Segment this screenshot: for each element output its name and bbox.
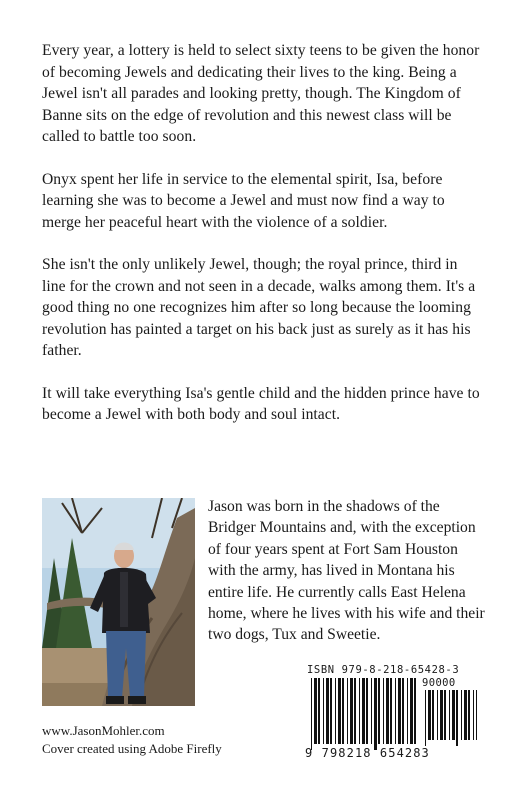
price-code: 90000 (422, 677, 456, 689)
barcode-bar (359, 678, 360, 744)
ean-barcode-bars (311, 678, 419, 750)
barcode-bar (407, 678, 408, 744)
barcode-bar (395, 678, 396, 744)
barcode-bar (378, 678, 380, 744)
barcode-bar (432, 690, 434, 740)
blurb-paragraph: Onyx spent her life in service to the elemental spirit, Isa, before learning she was to become a Jewel and must now find a way to merge her peaceful heart with the violence of a soldier. (42, 170, 445, 231)
author-photo (42, 498, 195, 706)
barcode-bar (440, 690, 443, 740)
barcode-bar (428, 690, 431, 740)
barcode-bar (444, 690, 446, 740)
barcode-bar (461, 690, 462, 740)
barcode-bar (425, 690, 426, 746)
barcode-bar (311, 678, 312, 750)
cover-footer (42, 722, 222, 758)
barcode-bar (468, 690, 470, 740)
blurb-paragraph: Every year, a lottery is held to select sixty teens to be given the honor of becoming Jewels and dedicating their lives to the king. Being a Jewel isn't all parades and looking pretty, though. The Kingdom of Banne sits on the edge of revolution and this newest class will be called to battle too soon. (42, 42, 480, 145)
author-bio: Jason was born in the shadows of the Bridger Mountains and, with the exception of four years spent at Fort Sam Houston with the army, has lived in Montana his entire life. He currently calls East Helena home, where he lives with his wife and their two dogs, Tux and Sweetie. (208, 498, 485, 644)
barcode-bar (350, 678, 353, 744)
barcode-bar (326, 678, 329, 744)
ean-digits: 9 798218 654283 (305, 746, 430, 760)
barcode-bar (414, 678, 416, 744)
barcode-bar (335, 678, 336, 744)
cover-credit: Cover created using Adobe Firefly (42, 741, 222, 756)
barcode-bar (314, 678, 317, 744)
barcode-bar (390, 678, 392, 744)
barcode-bar (338, 678, 341, 744)
barcode-bar (476, 690, 477, 740)
barcode-bar (347, 678, 348, 744)
barcode-bar (452, 690, 455, 740)
barcode-bar (437, 690, 438, 740)
barcode-bar (318, 678, 320, 744)
blurb-paragraph: It will take everything Isa's gentle child and the hidden prince have to become a Jewel with both body and soul intact. (42, 384, 480, 423)
isbn-barcode (305, 664, 483, 776)
back-cover-blurb (42, 40, 482, 447)
barcode-bar (374, 678, 377, 750)
barcode-bar (386, 678, 389, 744)
blurb-paragraph: She isn't the only unlikely Jewel, though; the royal prince, third in line for the crown and not seen in a decade, walks among them. It's a good thing no one recognizes him after so long because the looming revolution has painted a target on his back just as surely as it has his father. (42, 256, 476, 359)
barcode-bar (383, 678, 384, 744)
barcode-bar (330, 678, 332, 744)
addon-barcode-bars (425, 690, 477, 750)
author-website: www.JasonMohler.com (42, 723, 165, 738)
barcode-bar (456, 690, 458, 746)
barcode-bar (449, 690, 450, 740)
barcode-bar (402, 678, 404, 744)
barcode-bar (354, 678, 356, 744)
barcode-bar (323, 678, 324, 744)
barcode-bar (410, 678, 413, 744)
barcode-bar (473, 690, 474, 740)
barcode-bar (342, 678, 344, 744)
barcode-bar (362, 678, 365, 744)
isbn-label: ISBN 979-8-218-65428-3 (307, 664, 460, 676)
barcode-bar (464, 690, 467, 740)
barcode-bar (366, 678, 368, 744)
barcode-bar (398, 678, 401, 744)
barcode-bar (371, 678, 372, 744)
